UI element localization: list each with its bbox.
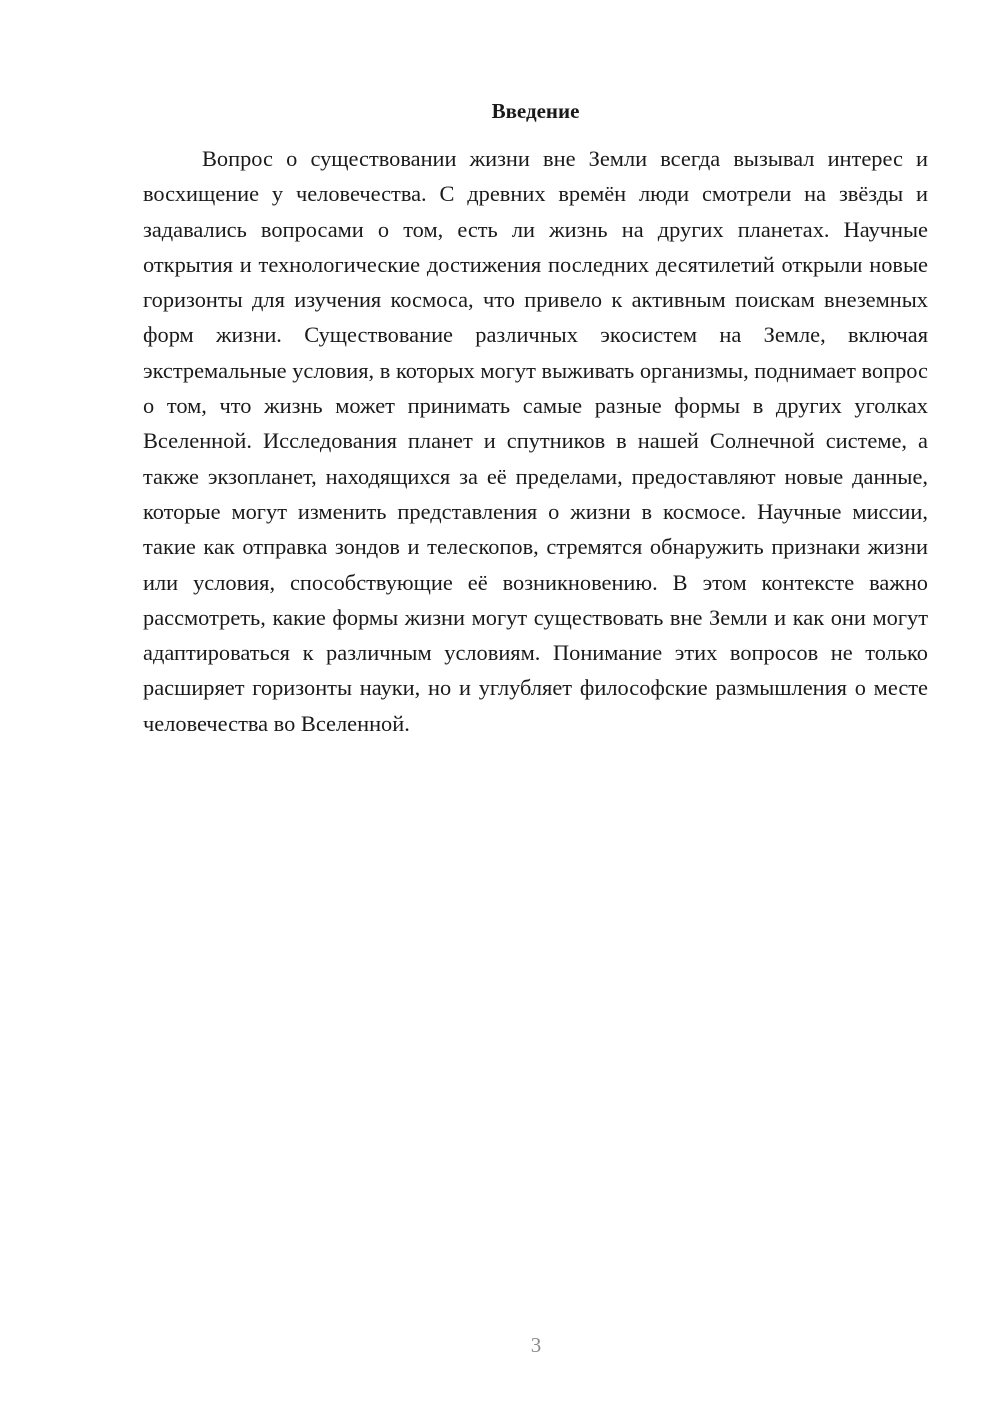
- section-heading: Введение: [491, 99, 580, 123]
- body-paragraph: Вопрос о существовании жизни вне Земли всегда вызывал интерес и восхищение у человечества. С древних времён люди смотрели на звёзды и задавались вопросами о том, есть ли жизнь на других планетах. Научные открытия и технологические достижения последних десятилетий открыли новые горизонты для изучения космоса, что привело к активным поискам внеземных форм жизни. Существование различных экосистем на Земле, включая экстремальные условия, в которых могут выживать организмы, поднимает вопрос о том, что жизнь может принимать самые разные формы в других уголках Вселенной. Исследования планет и спутников в нашей Солнечной системе, а также экзопланет, находящихся за её пределами, предоставляют новые данные, которые могут изменить представления о жизни в космосе. Научные миссии, такие как отправка зондов и телескопов, стремятся обнаружить признаки жизни или условия, способствующие её возникновению. В этом контексте важно рассмотреть, какие формы жизни могут существовать вне Земли и как они могут адаптироваться к различным условиям. Понимание этих вопросов не только расширяет горизонты науки, но и углубляет философские размышления о месте человечества во Вселенной.: [143, 146, 928, 736]
- page-number: 3: [530, 1333, 542, 1357]
